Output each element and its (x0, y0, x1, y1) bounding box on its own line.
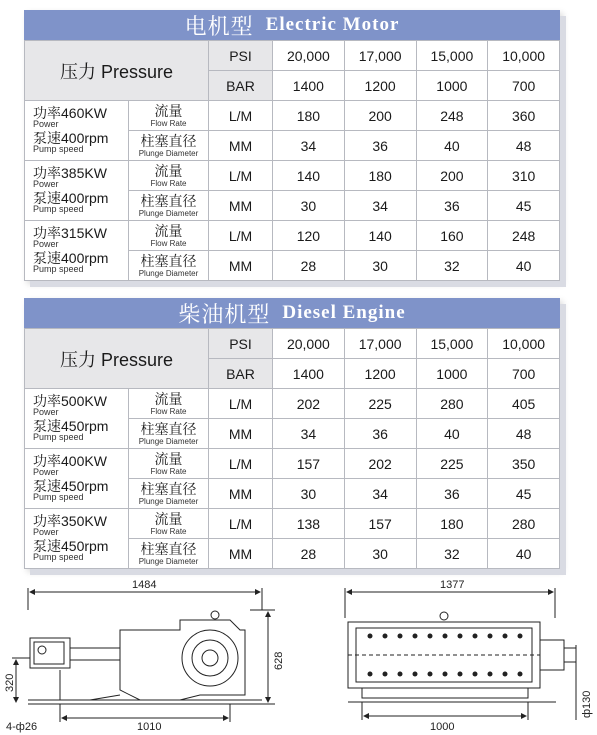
power-speed-cell (25, 509, 129, 569)
flow-cn: 流量 (154, 102, 183, 119)
flow-cn: 流量 (154, 390, 183, 407)
dia-cn: 柱塞直径 (140, 192, 197, 209)
flow-value: 280 (416, 389, 488, 419)
diesel-title-en: Diesel Engine (282, 302, 406, 323)
dia-cn: 柱塞直径 (140, 420, 197, 437)
psi-value: 20,000 (273, 41, 345, 71)
power-label-en: Power (33, 466, 59, 477)
flow-unit: L/M (209, 161, 273, 191)
flow-value: 405 (488, 389, 560, 419)
psi-value: 17,000 (344, 329, 416, 359)
plunge-diameter-label (129, 419, 209, 449)
flow-cn: 流量 (154, 162, 183, 179)
diesel-engine-header (24, 298, 560, 328)
flow-value: 200 (344, 101, 416, 131)
speed-label-en: Pump speed (33, 143, 84, 154)
flow-unit: L/M (209, 389, 273, 419)
dia-value: 36 (344, 131, 416, 161)
plunge-diameter-label (129, 191, 209, 221)
bar-value: 1000 (416, 71, 488, 101)
side-view-drawing (12, 588, 275, 722)
dia-unit: MM (209, 251, 273, 281)
power-speed-cell (25, 389, 129, 449)
dia-en: Plunge Diameter (138, 268, 199, 278)
electric-motor-header (24, 10, 560, 40)
power-label: 功率385KW (33, 164, 107, 181)
flow-rate-label (129, 221, 209, 251)
flow-value: 180 (344, 161, 416, 191)
speed-label-en: Pump speed (33, 263, 84, 274)
flow-value: 360 (488, 101, 560, 131)
side-base-height-label: 320 (4, 673, 16, 692)
flow-value: 138 (273, 509, 345, 539)
power-label: 功率500KW (33, 392, 107, 409)
dia-cn: 柱塞直径 (140, 480, 197, 497)
dia-value: 30 (344, 539, 416, 569)
dia-value: 34 (344, 191, 416, 221)
flow-unit: L/M (209, 221, 273, 251)
dia-cn: 柱塞直径 (140, 540, 197, 557)
bar-value: 1200 (344, 71, 416, 101)
flow-cn: 流量 (154, 222, 183, 239)
flow-en: Flow Rate (150, 466, 187, 476)
power-label-en: Power (33, 178, 59, 189)
psi-label: PSI (209, 329, 273, 359)
speed-label: 泵速450rpm (33, 537, 109, 554)
speed-label: 泵速400rpm (33, 189, 109, 206)
dia-value: 30 (344, 251, 416, 281)
power-speed-cell (25, 221, 129, 281)
dia-value: 36 (344, 419, 416, 449)
power-speed-cell (25, 449, 129, 509)
speed-label: 泵速450rpm (33, 477, 109, 494)
dia-value: 34 (344, 479, 416, 509)
side-height-label: 628 (273, 651, 285, 670)
speed-label: 泵速400rpm (33, 129, 109, 146)
dia-value: 40 (416, 419, 488, 449)
flow-value: 180 (273, 101, 345, 131)
flow-value: 225 (344, 389, 416, 419)
flow-value: 180 (416, 509, 488, 539)
flow-en: Flow Rate (150, 526, 187, 536)
dia-en: Plunge Diameter (138, 436, 199, 446)
flow-en: Flow Rate (150, 118, 187, 128)
dia-value: 34 (273, 419, 345, 449)
flow-value: 202 (344, 449, 416, 479)
speed-label: 泵速450rpm (33, 417, 109, 434)
dia-value: 36 (416, 191, 488, 221)
top-view-drawing (345, 588, 576, 720)
dia-value: 30 (273, 191, 345, 221)
flow-value: 157 (273, 449, 345, 479)
dia-cn: 柱塞直径 (140, 132, 197, 149)
power-speed-cell (25, 161, 129, 221)
bar-value: 700 (488, 71, 560, 101)
flow-rate-label (129, 101, 209, 131)
dia-value: 48 (488, 419, 560, 449)
flow-value: 280 (488, 509, 560, 539)
flow-value: 120 (273, 221, 345, 251)
flow-value: 140 (273, 161, 345, 191)
power-label: 功率400KW (33, 452, 107, 469)
diesel-title-cn: 柴油机型 (178, 302, 271, 328)
power-label-en: Power (33, 406, 59, 417)
speed-label-en: Pump speed (33, 203, 84, 214)
psi-value: 15,000 (416, 41, 488, 71)
dia-unit: MM (209, 131, 273, 161)
flow-value: 310 (488, 161, 560, 191)
flow-value: 157 (344, 509, 416, 539)
dia-value: 45 (488, 479, 560, 509)
dia-value: 40 (416, 131, 488, 161)
diesel-engine-panel (24, 298, 560, 569)
speed-label-en: Pump speed (33, 431, 84, 442)
psi-value: 20,000 (273, 329, 345, 359)
dia-value: 30 (273, 479, 345, 509)
bar-label: BAR (209, 359, 273, 389)
flow-value: 225 (416, 449, 488, 479)
speed-label-en: Pump speed (33, 551, 84, 562)
dia-en: Plunge Diameter (138, 556, 199, 566)
diesel-spec-table (24, 328, 560, 569)
dia-value: 40 (488, 539, 560, 569)
dia-value: 48 (488, 131, 560, 161)
dia-unit: MM (209, 191, 273, 221)
dia-value: 28 (273, 539, 345, 569)
flow-rate-label (129, 449, 209, 479)
psi-label: PSI (209, 41, 273, 71)
psi-value: 10,000 (488, 329, 560, 359)
plunge-diameter-label (129, 479, 209, 509)
dia-value: 36 (416, 479, 488, 509)
speed-label: 泵速400rpm (33, 249, 109, 266)
electric-title-en: Electric Motor (265, 14, 400, 35)
flow-value: 248 (488, 221, 560, 251)
bar-value: 700 (488, 359, 560, 389)
flow-unit: L/M (209, 449, 273, 479)
power-label: 功率315KW (33, 224, 107, 241)
electric-spec-table (24, 40, 560, 281)
flow-value: 350 (488, 449, 560, 479)
flow-rate-label (129, 161, 209, 191)
dia-unit: MM (209, 539, 273, 569)
dia-en: Plunge Diameter (138, 496, 199, 506)
dia-value: 40 (488, 251, 560, 281)
flow-unit: L/M (209, 509, 273, 539)
dia-en: Plunge Diameter (138, 208, 199, 218)
power-label-en: Power (33, 118, 59, 129)
psi-value: 10,000 (488, 41, 560, 71)
shaft-dia-label: ф130 (581, 690, 593, 718)
power-label: 功率460KW (33, 104, 107, 121)
plunge-diameter-label (129, 131, 209, 161)
dia-unit: MM (209, 479, 273, 509)
dia-unit: MM (209, 419, 273, 449)
flow-value: 202 (273, 389, 345, 419)
flow-cn: 流量 (154, 450, 183, 467)
pressure-label: 压力 Pressure (25, 329, 209, 389)
flow-en: Flow Rate (150, 406, 187, 416)
top-length-label: 1377 (440, 579, 465, 591)
plunge-diameter-label (129, 539, 209, 569)
flow-rate-label (129, 389, 209, 419)
top-base-length-label: 1000 (430, 721, 455, 733)
psi-value: 15,000 (416, 329, 488, 359)
psi-value: 17,000 (344, 41, 416, 71)
dia-value: 32 (416, 251, 488, 281)
flow-cn: 流量 (154, 510, 183, 527)
bar-label: BAR (209, 71, 273, 101)
dimension-drawings (0, 570, 597, 735)
electric-title-cn: 电机型 (184, 14, 254, 40)
bar-value: 1400 (273, 359, 345, 389)
side-base-length-label: 1010 (137, 721, 162, 733)
dia-cn: 柱塞直径 (140, 252, 197, 269)
bar-value: 1400 (273, 71, 345, 101)
electric-motor-panel (24, 10, 560, 281)
flow-value: 200 (416, 161, 488, 191)
dia-en: Plunge Diameter (138, 148, 199, 158)
dia-value: 45 (488, 191, 560, 221)
flow-unit: L/M (209, 101, 273, 131)
speed-label-en: Pump speed (33, 491, 84, 502)
power-label: 功率350KW (33, 512, 107, 529)
dia-value: 32 (416, 539, 488, 569)
flow-en: Flow Rate (150, 178, 187, 188)
dia-value: 28 (273, 251, 345, 281)
dia-value: 34 (273, 131, 345, 161)
power-label-en: Power (33, 526, 59, 537)
pressure-label: 压力 Pressure (25, 41, 209, 101)
power-label-en: Power (33, 238, 59, 249)
flow-en: Flow Rate (150, 238, 187, 248)
bar-value: 1200 (344, 359, 416, 389)
flow-value: 248 (416, 101, 488, 131)
flow-rate-label (129, 509, 209, 539)
power-speed-cell (25, 101, 129, 161)
side-length-label: 1484 (132, 579, 157, 591)
plunge-diameter-label (129, 251, 209, 281)
flow-value: 160 (416, 221, 488, 251)
flow-value: 140 (344, 221, 416, 251)
bar-value: 1000 (416, 359, 488, 389)
side-holes-label: 4-ф26 (6, 721, 38, 733)
